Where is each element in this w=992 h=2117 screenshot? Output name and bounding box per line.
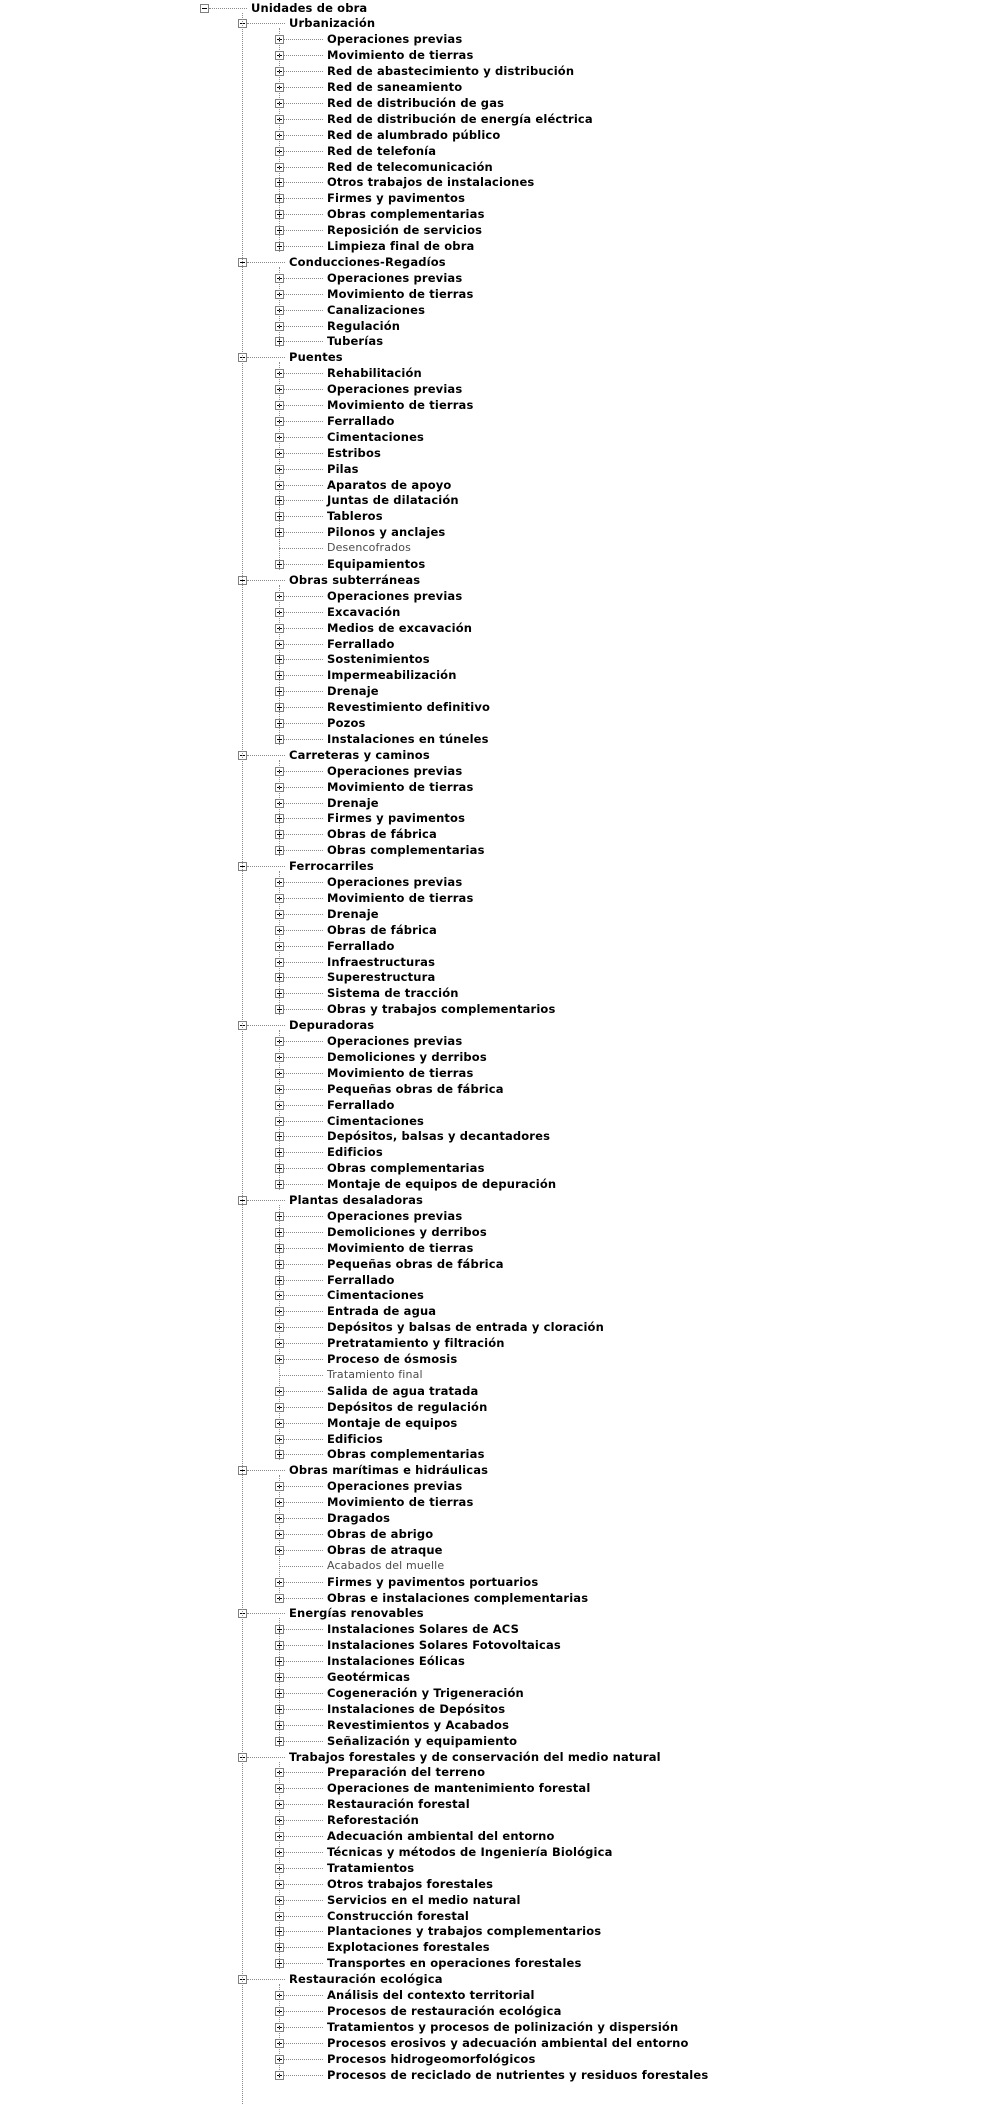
tree-item-obras-de-abrigo[interactable]: Obras de abrigo bbox=[327, 1526, 434, 1541]
tree-item-tuberias[interactable]: Tuberías bbox=[327, 334, 384, 349]
tree-item-proceso-de-osmosis[interactable]: Proceso de ósmosis bbox=[327, 1352, 458, 1366]
tree-item-tableros[interactable]: Tableros bbox=[327, 509, 383, 524]
tree-connector bbox=[284, 977, 323, 978]
tree-connector bbox=[247, 262, 285, 263]
tree-connector bbox=[284, 1136, 323, 1137]
tree-guide-line bbox=[279, 1984, 280, 2080]
tree-item-red-de-telefonia[interactable]: Red de telefonía bbox=[327, 143, 437, 158]
tree-connector bbox=[247, 23, 285, 24]
tree-connector bbox=[284, 516, 323, 517]
tree-connector bbox=[284, 1868, 323, 1869]
tree-connector bbox=[247, 357, 285, 358]
tree-item-revestimientos-y-acabados[interactable]: Revestimientos y Acabados bbox=[327, 1717, 510, 1732]
tree-connector bbox=[284, 2075, 323, 2076]
tree-connector bbox=[284, 326, 323, 327]
tree-item-movimiento-de-tierras[interactable]: Movimiento de tierras bbox=[327, 1065, 474, 1080]
tree-category-restauracion-ecologica[interactable]: Restauración ecológica bbox=[289, 1972, 443, 1987]
tree-item-tratamientos-y-procesos-de-polinizacion-y-dispersion[interactable]: Tratamientos y procesos de polinización y dispersión bbox=[327, 2019, 679, 2034]
tree-connector bbox=[284, 246, 323, 247]
tree-connector bbox=[284, 930, 323, 931]
tree-item-equipamientos[interactable]: Equipamientos bbox=[327, 557, 426, 571]
tree-connector bbox=[284, 962, 323, 963]
tree-connector bbox=[284, 1820, 323, 1821]
tree-connector bbox=[284, 803, 323, 804]
tree-item-cimentaciones[interactable]: Cimentaciones bbox=[327, 1288, 425, 1303]
tree-connector bbox=[284, 1598, 323, 1599]
tree-item-obras-complementarias[interactable]: Obras complementarias bbox=[327, 207, 485, 222]
tree-item-acabados-del-muelle[interactable]: Acabados del muelle bbox=[327, 1558, 445, 1572]
tree-connector bbox=[284, 882, 323, 883]
tree-item-instalaciones-solares-fotovoltaicas[interactable]: Instalaciones Solares Fotovoltaicas bbox=[327, 1638, 561, 1653]
tree-connector bbox=[279, 1375, 323, 1376]
tree-item-aparatos-de-apoyo[interactable]: Aparatos de apoyo bbox=[327, 477, 452, 492]
tree-item-firmes-y-pavimentos[interactable]: Firmes y pavimentos bbox=[327, 191, 466, 206]
tree-item-movimiento-de-tierras[interactable]: Movimiento de tierras bbox=[327, 286, 474, 301]
tree-connector bbox=[284, 644, 323, 645]
tree-connector bbox=[284, 1454, 323, 1455]
tree-guide-line bbox=[279, 1762, 280, 1970]
tree-connector bbox=[284, 1931, 323, 1932]
tree-item-sostenimientos[interactable]: Sostenimientos bbox=[327, 652, 430, 667]
tree-connector bbox=[284, 1836, 323, 1837]
tree-connector bbox=[284, 1486, 323, 1487]
tree-item-salida-de-agua-tratada[interactable]: Salida de agua tratada bbox=[327, 1383, 479, 1398]
tree-connector bbox=[284, 39, 323, 40]
tree-item-ferrallado[interactable]: Ferrallado bbox=[327, 1097, 395, 1112]
tree-item-pozos[interactable]: Pozos bbox=[327, 716, 366, 730]
tree-item-adecuacion-ambiental-del-entorno[interactable]: Adecuación ambiental del entorno bbox=[327, 1829, 555, 1843]
tree-connector bbox=[284, 723, 323, 724]
tree-connector bbox=[284, 850, 323, 851]
tree-connector bbox=[284, 294, 323, 295]
tree-connector bbox=[209, 8, 247, 9]
tree-connector bbox=[284, 1661, 323, 1662]
tree-item-edificios[interactable]: Edificios bbox=[327, 1145, 383, 1160]
tree-item-red-de-alumbrado-publico[interactable]: Red de alumbrado público bbox=[327, 127, 501, 142]
tree-connector bbox=[284, 421, 323, 422]
tree-item-transportes-en-operaciones-forestales[interactable]: Transportes en operaciones forestales bbox=[327, 1956, 582, 1971]
tree-connector bbox=[284, 1295, 323, 1296]
tree-item-excavacion[interactable]: Excavación bbox=[327, 604, 401, 619]
tree-item-firmes-y-pavimentos[interactable]: Firmes y pavimentos bbox=[327, 811, 466, 826]
tree-item-demoliciones-y-derribos[interactable]: Demoliciones y derribos bbox=[327, 1049, 487, 1064]
tree-connector bbox=[247, 866, 285, 867]
tree-item-movimiento-de-tierras[interactable]: Movimiento de tierras bbox=[327, 779, 474, 794]
tree-item-analisis-del-contexto-territorial[interactable]: Análisis del contexto territorial bbox=[327, 1988, 535, 2002]
tree-item-red-de-distribucion-de-gas[interactable]: Red de distribución de gas bbox=[327, 95, 505, 110]
tree-connector bbox=[284, 612, 323, 613]
tree-item-cogeneracion-y-trigeneracion[interactable]: Cogeneración y Trigeneración bbox=[327, 1685, 524, 1700]
tree-connector bbox=[247, 1757, 285, 1758]
tree-connector bbox=[284, 659, 323, 660]
tree-item-depositos-de-regulacion[interactable]: Depósitos de regulación bbox=[327, 1399, 488, 1414]
tree-connector bbox=[284, 1852, 323, 1853]
tree-item-drenaje[interactable]: Drenaje bbox=[327, 906, 379, 921]
tree-connector bbox=[284, 1645, 323, 1646]
tree-connector bbox=[284, 771, 323, 772]
tree-connector bbox=[284, 500, 323, 501]
tree-item-regulacion[interactable]: Regulación bbox=[327, 318, 401, 333]
tree-connector bbox=[284, 1152, 323, 1153]
tree-item-procesos-erosivos-y-adecuacion-ambiental-del-entorno[interactable]: Procesos erosivos y adecuación ambiental del entorno bbox=[327, 2035, 689, 2050]
tree-item-geotermicas[interactable]: Geotérmicas bbox=[327, 1670, 411, 1684]
tree-item-demoliciones-y-derribos[interactable]: Demoliciones y derribos bbox=[327, 1224, 487, 1239]
tree-connector bbox=[284, 1900, 323, 1901]
tree-connector bbox=[284, 55, 323, 56]
tree-connector bbox=[284, 628, 323, 629]
tree-connector bbox=[284, 1550, 323, 1551]
tree-category-obras-maritimas-e-hidraulicas[interactable]: Obras marítimas e hidráulicas bbox=[289, 1463, 489, 1478]
tree-connector bbox=[284, 405, 323, 406]
tree-connector bbox=[284, 1709, 323, 1710]
tree-connector bbox=[284, 2011, 323, 2012]
tree-item-limpieza-final-de-obra[interactable]: Limpieza final de obra bbox=[327, 239, 475, 253]
tree-item-obras-y-trabajos-complementarios[interactable]: Obras y trabajos complementarios bbox=[327, 1002, 556, 1017]
tree-item-dragados[interactable]: Dragados bbox=[327, 1511, 391, 1525]
tree-item-juntas-de-dilatacion[interactable]: Juntas de dilatación bbox=[327, 493, 459, 508]
tree-connector bbox=[284, 1963, 323, 1964]
tree-guide-line bbox=[279, 1030, 280, 1190]
tree-item-operaciones-previas[interactable]: Operaciones previas bbox=[327, 32, 463, 47]
tree-guide-line bbox=[279, 1475, 280, 1603]
tree-connector bbox=[284, 739, 323, 740]
tree-guide-line bbox=[279, 362, 280, 570]
tree-connector bbox=[284, 1518, 323, 1519]
tree-connector bbox=[284, 310, 323, 311]
tree-connector bbox=[284, 691, 323, 692]
tree-item-drenaje[interactable]: Drenaje bbox=[327, 795, 379, 810]
tree-category-depuradoras[interactable]: Depuradoras bbox=[289, 1018, 375, 1033]
tree-connector bbox=[247, 1979, 285, 1980]
tree-connector bbox=[284, 1725, 323, 1726]
tree-item-drenaje[interactable]: Drenaje bbox=[327, 684, 379, 699]
tree-connector bbox=[284, 1232, 323, 1233]
tree-category-puentes[interactable]: Puentes bbox=[289, 350, 343, 365]
tree-connector bbox=[284, 1073, 323, 1074]
tree-connector bbox=[284, 596, 323, 597]
tree-connector bbox=[284, 373, 323, 374]
tree-connector bbox=[284, 182, 323, 183]
tree-item-tecnicas-y-metodos-de-ingenieria-biologica[interactable]: Técnicas y métodos de Ingeniería Biológica bbox=[327, 1844, 613, 1859]
tree-guide-line bbox=[279, 871, 280, 1015]
tree-connector bbox=[284, 167, 323, 168]
tree-item-operaciones-previas[interactable]: Operaciones previas bbox=[327, 763, 463, 778]
tree-item-red-de-abastecimiento-y-distribucion[interactable]: Red de abastecimiento y distribución bbox=[327, 64, 575, 79]
tree-root-unidades-de-obra[interactable]: Unidades de obra bbox=[251, 0, 368, 15]
tree-item-obras-complementarias[interactable]: Obras complementarias bbox=[327, 1447, 485, 1462]
tree-item-pilonos-y-anclajes[interactable]: Pilonos y anclajes bbox=[327, 525, 446, 540]
tree-connector bbox=[284, 71, 323, 72]
tree-connector bbox=[284, 1311, 323, 1312]
tree-guide-line bbox=[242, 13, 243, 2105]
tree-connector bbox=[284, 1264, 323, 1265]
tree-connector bbox=[284, 135, 323, 136]
tree-item-movimiento-de-tierras[interactable]: Movimiento de tierras bbox=[327, 1495, 474, 1510]
tree-connector bbox=[284, 818, 323, 819]
tree-connector bbox=[284, 1057, 323, 1058]
tree-connector bbox=[284, 564, 323, 565]
tree-connector bbox=[284, 675, 323, 676]
tree-connector bbox=[247, 580, 285, 581]
tree-item-obras-de-fabrica[interactable]: Obras de fábrica bbox=[327, 922, 437, 937]
tree-item-medios-de-excavacion[interactable]: Medios de excavación bbox=[327, 620, 473, 635]
tree-connector bbox=[284, 1693, 323, 1694]
tree-item-firmes-y-pavimentos-portuarios[interactable]: Firmes y pavimentos portuarios bbox=[327, 1574, 539, 1589]
tree-connector bbox=[284, 437, 323, 438]
tree-item-superestructura[interactable]: Superestructura bbox=[327, 970, 436, 985]
tree-connector bbox=[284, 1168, 323, 1169]
tree-connector bbox=[284, 1216, 323, 1217]
tree-item-instalaciones-solares-de-acs[interactable]: Instalaciones Solares de ACS bbox=[327, 1622, 520, 1637]
tree-item-operaciones-previas[interactable]: Operaciones previas bbox=[327, 1208, 463, 1223]
tree-item-red-de-saneamiento[interactable]: Red de saneamiento bbox=[327, 80, 463, 94]
tree-connector bbox=[284, 946, 323, 947]
tree-item-desencofrados[interactable]: Desencofrados bbox=[327, 541, 412, 555]
tree-item-obras-de-fabrica[interactable]: Obras de fábrica bbox=[327, 827, 437, 842]
tree-guide-line bbox=[279, 585, 280, 745]
tree-item-pequenas-obras-de-fabrica[interactable]: Pequeñas obras de fábrica bbox=[327, 1081, 504, 1096]
tree-item-movimiento-de-tierras[interactable]: Movimiento de tierras bbox=[327, 48, 474, 63]
tree-connector bbox=[284, 532, 323, 533]
tree-connector bbox=[247, 1200, 285, 1201]
tree-connector bbox=[284, 1439, 323, 1440]
tree-item-red-de-distribucion-de-energia-electrica[interactable]: Red de distribución de energía eléctrica bbox=[327, 111, 593, 126]
tree-connector bbox=[284, 1677, 323, 1678]
tree-item-rehabilitacion[interactable]: Rehabilitación bbox=[327, 366, 422, 381]
tree-connector bbox=[284, 898, 323, 899]
tree-item-depositos-balsas-y-decantadores[interactable]: Depósitos, balsas y decantadores bbox=[327, 1129, 551, 1144]
tree-guide-line bbox=[279, 1618, 280, 1746]
tree-item-impermeabilizacion[interactable]: Impermeabilización bbox=[327, 668, 457, 683]
tree-connector bbox=[284, 1121, 323, 1122]
tree-connector bbox=[284, 2059, 323, 2060]
tree-connector bbox=[284, 1534, 323, 1535]
tree-item-ferrallado[interactable]: Ferrallado bbox=[327, 1272, 395, 1287]
tree-connector bbox=[284, 230, 323, 231]
tree-connector bbox=[284, 198, 323, 199]
tree-connector bbox=[284, 787, 323, 788]
tree-connector bbox=[284, 214, 323, 215]
tree-item-cimentaciones[interactable]: Cimentaciones bbox=[327, 429, 425, 444]
tree-connector bbox=[284, 1772, 323, 1773]
tree-item-obras-complementarias[interactable]: Obras complementarias bbox=[327, 1161, 485, 1176]
tree-item-procesos-de-reciclado-de-nutrientes-y-residuos-forestales[interactable]: Procesos de reciclado de nutrientes y residuos forestales bbox=[327, 2067, 709, 2082]
tree-item-cimentaciones[interactable]: Cimentaciones bbox=[327, 1113, 425, 1128]
tree-item-explotaciones-forestales[interactable]: Explotaciones forestales bbox=[327, 1940, 490, 1955]
tree-item-preparacion-del-terreno[interactable]: Preparación del terreno bbox=[327, 1765, 486, 1780]
tree-connector bbox=[284, 1184, 323, 1185]
tree-connector bbox=[284, 1089, 323, 1090]
tree-item-pequenas-obras-de-fabrica[interactable]: Pequeñas obras de fábrica bbox=[327, 1256, 504, 1271]
tree-item-operaciones-previas[interactable]: Operaciones previas bbox=[327, 1034, 463, 1048]
tree-category-carreteras-y-caminos[interactable]: Carreteras y caminos bbox=[289, 747, 430, 762]
tree-item-operaciones-previas[interactable]: Operaciones previas bbox=[327, 382, 463, 397]
tree-connector bbox=[284, 914, 323, 915]
tree-item-operaciones-previas[interactable]: Operaciones previas bbox=[327, 1479, 463, 1494]
tree-connector bbox=[284, 1009, 323, 1010]
tree-item-pretratamiento-y-filtracion[interactable]: Pretratamiento y filtración bbox=[327, 1336, 505, 1351]
tree-guide-line bbox=[279, 760, 280, 856]
tree-item-reforestacion[interactable]: Reforestación bbox=[327, 1813, 419, 1828]
tree-connector bbox=[284, 1995, 323, 1996]
tree-item-movimiento-de-tierras[interactable]: Movimiento de tierras bbox=[327, 890, 474, 905]
tree-item-infraestructuras[interactable]: Infraestructuras bbox=[327, 954, 436, 969]
tree-connector bbox=[284, 1248, 323, 1249]
tree-connector bbox=[284, 485, 323, 486]
tree-connector bbox=[284, 1947, 323, 1948]
tree-connector bbox=[284, 1327, 323, 1328]
tree-connector bbox=[284, 1280, 323, 1281]
tree-item-restauracion-forestal[interactable]: Restauración forestal bbox=[327, 1797, 470, 1812]
tree-connector bbox=[284, 1041, 323, 1042]
tree-connector bbox=[247, 1025, 285, 1026]
tree-item-edificios[interactable]: Edificios bbox=[327, 1431, 383, 1446]
tree-connector bbox=[284, 87, 323, 88]
tree-connector bbox=[247, 755, 285, 756]
tree-item-ferrallado[interactable]: Ferrallado bbox=[327, 413, 395, 428]
tree-item-otros-trabajos-forestales[interactable]: Otros trabajos forestales bbox=[327, 1876, 494, 1891]
tree-item-plantaciones-y-trabajos-complementarios[interactable]: Plantaciones y trabajos complementarios bbox=[327, 1924, 602, 1939]
tree-connector bbox=[284, 151, 323, 152]
tree-item-procesos-de-restauracion-ecologica[interactable]: Procesos de restauración ecológica bbox=[327, 2003, 562, 2018]
tree-item-otros-trabajos-de-instalaciones[interactable]: Otros trabajos de instalaciones bbox=[327, 175, 535, 190]
tree-category-obras-subterraneas[interactable]: Obras subterráneas bbox=[289, 572, 421, 587]
tree-item-red-de-telecomunicacion[interactable]: Red de telecomunicación bbox=[327, 159, 493, 174]
tree-item-instalaciones-en-tuneles[interactable]: Instalaciones en túneles bbox=[327, 731, 489, 746]
tree-category-energias-renovables[interactable]: Energías renovables bbox=[289, 1606, 424, 1621]
tree-item-ferrallado[interactable]: Ferrallado bbox=[327, 636, 395, 651]
tree-category-conducciones-regadios[interactable]: Conducciones-Regadíos bbox=[289, 254, 446, 269]
tree-connector bbox=[284, 1343, 323, 1344]
tree-connector bbox=[284, 1359, 323, 1360]
tree-category-trabajos-forestales-y-de-conservacion-del-medio-natural[interactable]: Trabajos forestales y de conservación del medio natural bbox=[289, 1749, 661, 1764]
tree-connector bbox=[284, 993, 323, 994]
tree-item-reposicion-de-servicios[interactable]: Reposición de servicios bbox=[327, 223, 483, 238]
tree-connector bbox=[284, 1629, 323, 1630]
tree-connector bbox=[284, 278, 323, 279]
tree-item-estribos[interactable]: Estribos bbox=[327, 445, 381, 460]
tree-connector bbox=[284, 1788, 323, 1789]
tree-connector bbox=[284, 1741, 323, 1742]
tree-connector bbox=[284, 707, 323, 708]
tree-item-construccion-forestal[interactable]: Construcción forestal bbox=[327, 1908, 469, 1923]
tree-connector bbox=[279, 1566, 323, 1567]
tree-item-revestimiento-definitivo[interactable]: Revestimiento definitivo bbox=[327, 700, 491, 715]
tree-item-pilas[interactable]: Pilas bbox=[327, 461, 359, 476]
tree-item-operaciones-previas[interactable]: Operaciones previas bbox=[327, 588, 463, 603]
tree-item-montaje-de-equipos[interactable]: Montaje de equipos bbox=[327, 1415, 458, 1430]
tree-connector bbox=[284, 341, 323, 342]
tree-connector bbox=[284, 469, 323, 470]
tree-item-depositos-y-balsas-de-entrada-y-cloracion[interactable]: Depósitos y balsas de entrada y cloración bbox=[327, 1320, 604, 1335]
tree-connector bbox=[284, 1105, 323, 1106]
tree-connector bbox=[284, 119, 323, 120]
tree-item-procesos-hidrogeomorfologicos[interactable]: Procesos hidrogeomorfológicos bbox=[327, 2051, 536, 2066]
tree-item-operaciones-previas[interactable]: Operaciones previas bbox=[327, 875, 463, 889]
tree-guide-line bbox=[279, 1205, 280, 1460]
tree-guide-line bbox=[279, 28, 280, 252]
tree-connector bbox=[284, 1423, 323, 1424]
tree-item-instalaciones-eolicas[interactable]: Instalaciones Eólicas bbox=[327, 1654, 465, 1669]
tree-item-obras-complementarias[interactable]: Obras complementarias bbox=[327, 843, 485, 858]
tree-connector bbox=[284, 1502, 323, 1503]
tree-connector bbox=[284, 1884, 323, 1885]
tree-item-tratamientos[interactable]: Tratamientos bbox=[327, 1860, 415, 1875]
tree-item-operaciones-de-mantenimiento-forestal[interactable]: Operaciones de mantenimiento forestal bbox=[327, 1781, 591, 1796]
tree-connector bbox=[247, 1470, 285, 1471]
tree-item-operaciones-previas[interactable]: Operaciones previas bbox=[327, 270, 463, 285]
tree-category-urbanizacion[interactable]: Urbanización bbox=[289, 16, 376, 31]
tree-connector bbox=[284, 834, 323, 835]
tree-item-servicios-en-el-medio-natural[interactable]: Servicios en el medio natural bbox=[327, 1892, 521, 1907]
tree-item-instalaciones-de-depositos[interactable]: Instalaciones de Depósitos bbox=[327, 1701, 506, 1716]
tree-item-sistema-de-traccion[interactable]: Sistema de tracción bbox=[327, 986, 459, 1001]
tree-connector bbox=[284, 2043, 323, 2044]
tree-item-senalizacion-y-equipamiento[interactable]: Señalización y equipamiento bbox=[327, 1733, 518, 1748]
tree-category-plantas-desaladoras[interactable]: Plantas desaladoras bbox=[289, 1193, 424, 1207]
tree-item-movimiento-de-tierras[interactable]: Movimiento de tierras bbox=[327, 398, 474, 412]
tree-connector bbox=[284, 103, 323, 104]
tree-item-entrada-de-agua[interactable]: Entrada de agua bbox=[327, 1304, 437, 1319]
tree-connector bbox=[284, 453, 323, 454]
tree-item-canalizaciones[interactable]: Canalizaciones bbox=[327, 302, 426, 317]
tree-connector bbox=[284, 2027, 323, 2028]
tree-item-obras-de-atraque[interactable]: Obras de atraque bbox=[327, 1542, 443, 1557]
tree-item-montaje-de-equipos-de-depuracion[interactable]: Montaje de equipos de depuración bbox=[327, 1177, 557, 1192]
tree-item-ferrallado[interactable]: Ferrallado bbox=[327, 938, 395, 953]
tree-connector bbox=[284, 1391, 323, 1392]
tree-guide-line bbox=[279, 267, 280, 348]
tree-connector bbox=[279, 548, 323, 549]
tree-item-obras-e-instalaciones-complementarias[interactable]: Obras e instalaciones complementarias bbox=[327, 1590, 589, 1605]
collapse-toggle-icon[interactable] bbox=[200, 4, 209, 13]
tree-item-tratamiento-final[interactable]: Tratamiento final bbox=[327, 1367, 423, 1381]
tree-connector bbox=[284, 1804, 323, 1805]
tree-item-movimiento-de-tierras[interactable]: Movimiento de tierras bbox=[327, 1240, 474, 1255]
tree-connector bbox=[284, 389, 323, 390]
tree-category-ferrocarriles[interactable]: Ferrocarriles bbox=[289, 859, 374, 874]
tree-connector bbox=[284, 1407, 323, 1408]
tree-connector bbox=[284, 1916, 323, 1917]
tree-connector bbox=[284, 1582, 323, 1583]
tree-connector bbox=[247, 1613, 285, 1614]
